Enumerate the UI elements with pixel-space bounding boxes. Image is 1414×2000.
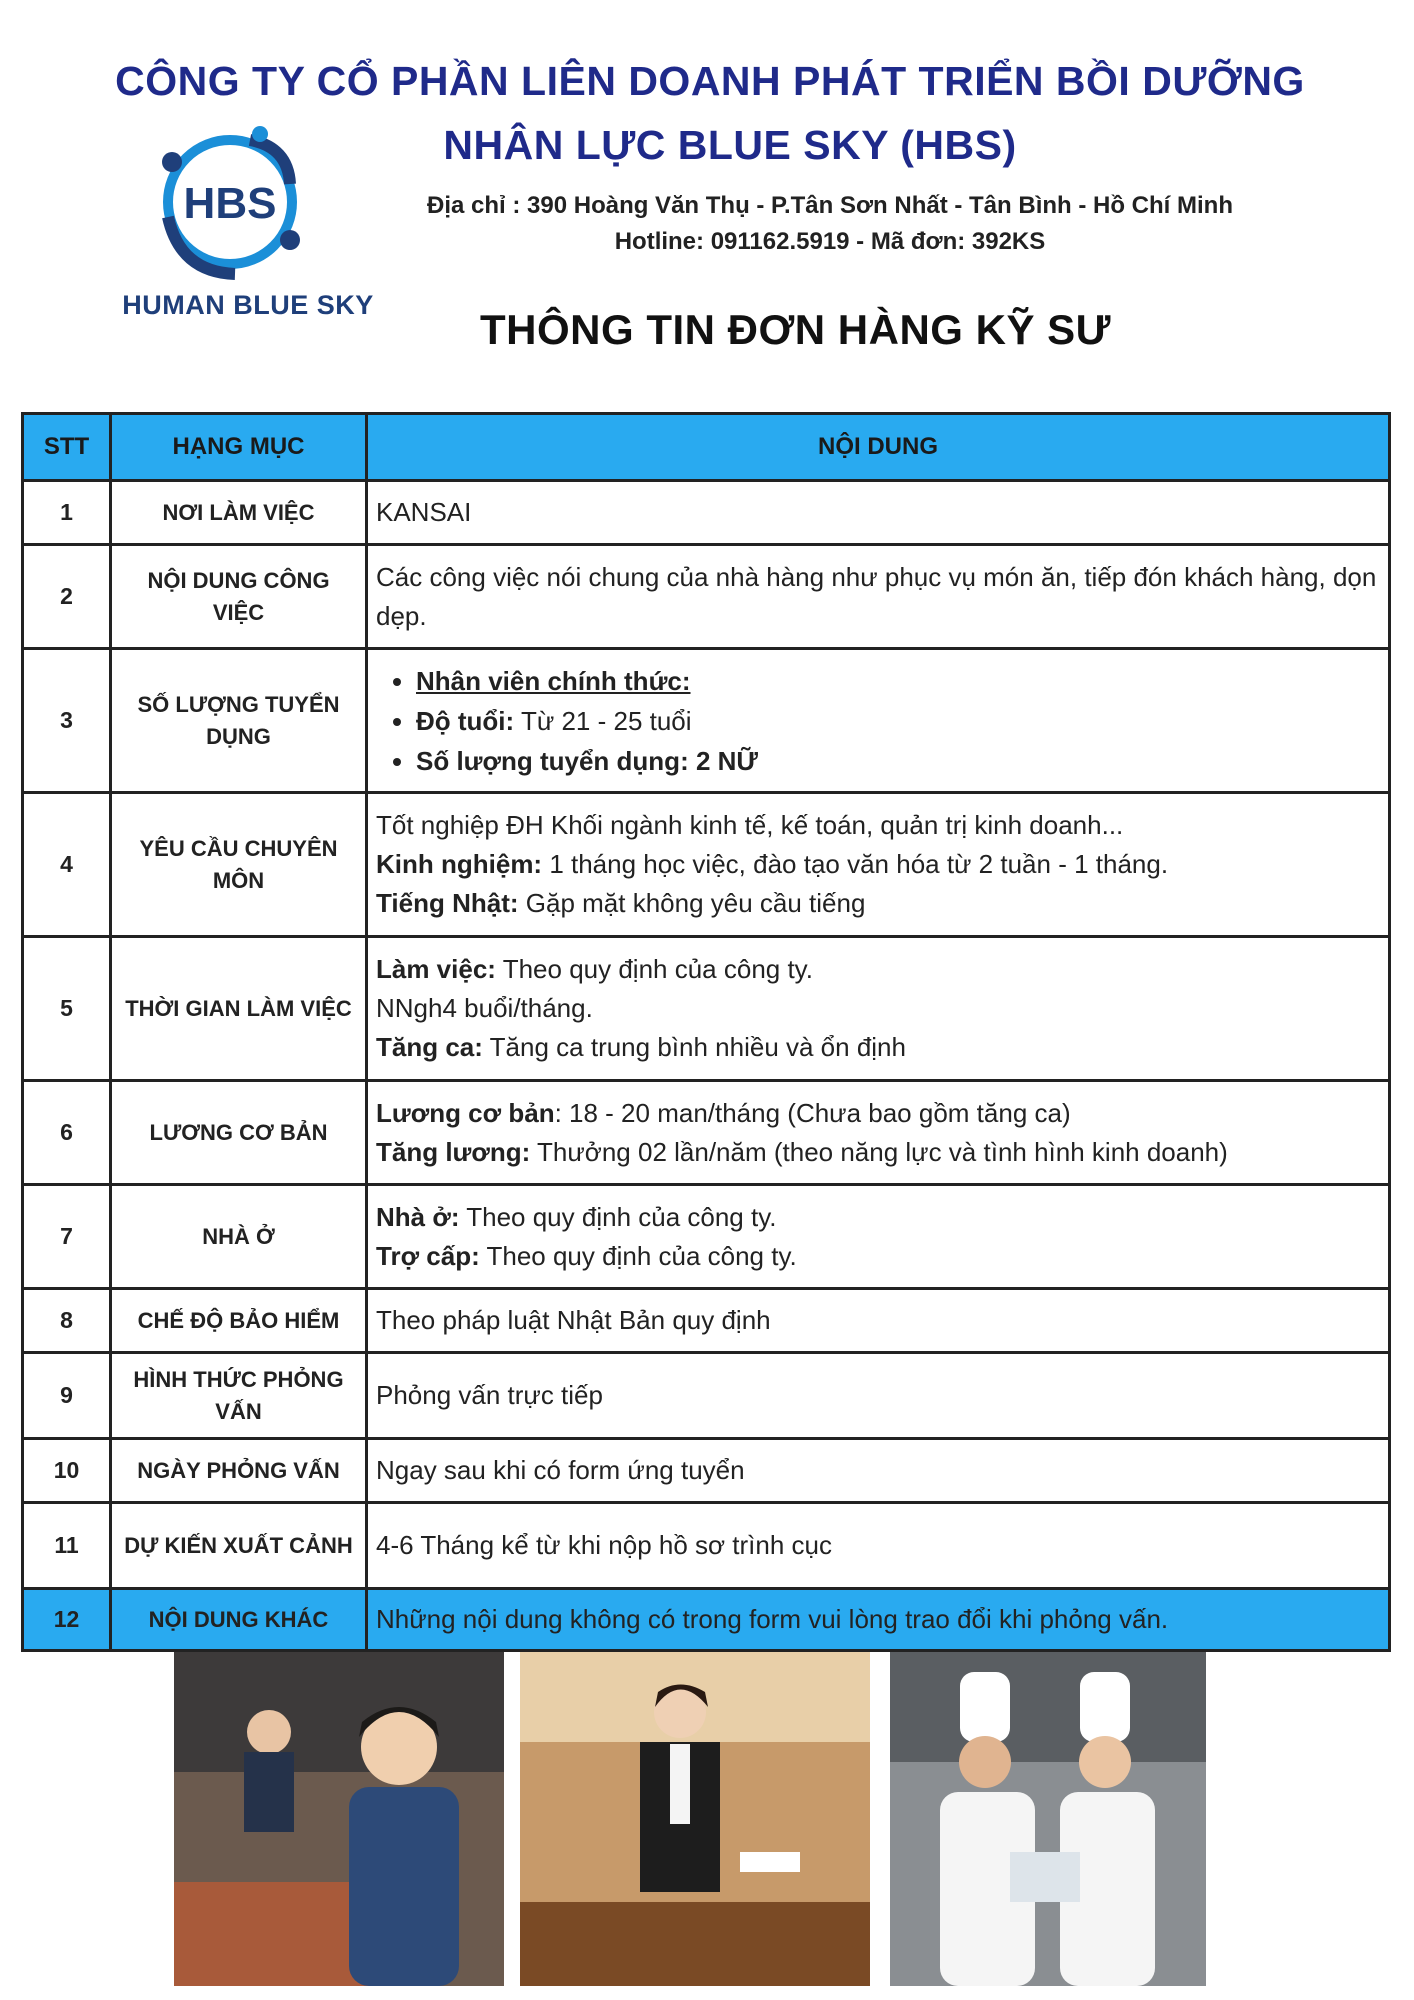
row-content: Các công việc nói chung của nhà hàng như phục vụ món ăn, tiếp đón khách hàng, dọn dẹp.	[367, 545, 1390, 649]
row-stt: 5	[23, 937, 111, 1081]
header-content: NỘI DUNG	[367, 414, 1390, 481]
row-content: 4-6 Tháng kể từ khi nộp hồ sơ trình cục	[367, 1503, 1390, 1589]
table-header-row	[23, 414, 1390, 481]
recruit-type: Nhân viên chính thức:	[416, 665, 691, 696]
japanese-label: Tiếng Nhật:	[376, 888, 519, 918]
raise-label: Tăng lương:	[376, 1136, 531, 1167]
row-category: LƯƠNG CƠ BẢN	[111, 1081, 367, 1185]
company-name-line1: CÔNG TY CỔ PHẦN LIÊN DOANH PHÁT TRIỂN BỒI DƯỠNG	[115, 58, 1305, 104]
company-name-line2: NHÂN LỰC BLUE SKY (HBS)	[443, 122, 1017, 168]
row-category: DỰ KIẾN XUẤT CẢNH	[111, 1503, 367, 1589]
raise-value: Thưởng 02 lần/năm (theo năng lực và tình hình kinh doanh)	[530, 1136, 1228, 1167]
order-info-table	[21, 412, 1391, 1652]
chefs-photo	[890, 1652, 1206, 1986]
table-row	[23, 1589, 1390, 1651]
row-content: Phỏng vấn trực tiếp	[367, 1353, 1390, 1439]
row-category: NGÀY PHỎNG VẤN	[111, 1439, 367, 1503]
row-content: Theo pháp luật Nhật Bản quy định	[367, 1289, 1390, 1353]
row-stt: 2	[23, 545, 111, 649]
japanese-value: Gặp mặt không yêu cầu tiếng	[518, 888, 866, 918]
row-content	[367, 649, 1390, 793]
row-category: NƠI LÀM VIỆC	[111, 481, 367, 545]
education-line: Tốt nghiệp ĐH Khối ngành kinh tế, kế toán, quản trị kinh doanh...	[376, 810, 1124, 840]
header-stt: STT	[23, 414, 111, 481]
housing-label: Nhà ở:	[376, 1201, 460, 1232]
row-stt: 9	[23, 1353, 111, 1439]
salary-value: : 18 - 20 man/tháng (Chưa bao gồm tăng ca)	[554, 1097, 1071, 1128]
row-category: HÌNH THỨC PHỎNG VẤN	[111, 1353, 367, 1439]
hotline: Hotline: 091162.5919 - Mã đơn: 392KS	[614, 228, 1046, 255]
overtime-label: Tăng ca:	[376, 1032, 483, 1062]
row-category: NỘI DUNG CÔNG VIỆC	[111, 545, 367, 649]
row-content: Ngay sau khi có form ứng tuyển	[367, 1439, 1390, 1503]
row-stt: 1	[23, 481, 111, 545]
overtime-value: Tăng ca trung bình nhiều và ổn định	[482, 1032, 906, 1062]
table-row	[23, 1503, 1390, 1589]
row-stt: 7	[23, 1185, 111, 1289]
salary-label: Lương cơ bản	[376, 1097, 555, 1128]
row-content: Những nội dung không có trong form vui lòng trao đổi khi phỏng vấn.	[367, 1589, 1390, 1651]
table-row	[23, 1081, 1390, 1185]
row-content: KANSAI	[367, 481, 1390, 545]
company-address: Địa chỉ : 390 Hoàng Văn Thụ - P.Tân Sơn Nhất - Tân Bình - Hồ Chí Minh	[427, 192, 1233, 219]
housing-value: Theo quy định của công ty.	[459, 1201, 777, 1232]
table-row	[23, 649, 1390, 793]
row-stt: 12	[23, 1589, 111, 1651]
table-row	[23, 481, 1390, 545]
row-stt: 3	[23, 649, 111, 793]
allowance-value: Theo quy định của công ty.	[479, 1240, 797, 1271]
table-row	[23, 1353, 1390, 1439]
row-stt: 4	[23, 793, 111, 937]
row-stt: 8	[23, 1289, 111, 1353]
table-row	[23, 793, 1390, 937]
row-stt: 6	[23, 1081, 111, 1185]
row-stt: 11	[23, 1503, 111, 1589]
work-value: Theo quy định của công ty.	[495, 954, 813, 984]
work-label: Làm việc:	[376, 954, 496, 984]
row-content	[367, 937, 1390, 1081]
row-category: NỘI DUNG KHÁC	[111, 1589, 367, 1651]
row-content	[367, 793, 1390, 937]
row-content	[367, 1185, 1390, 1289]
document-title: THÔNG TIN ĐƠN HÀNG KỸ SƯ	[480, 306, 1112, 353]
row-category: THỜI GIAN LÀM VIỆC	[111, 937, 367, 1081]
logo-text: HUMAN BLUE SKY	[122, 290, 374, 320]
logo-mark: HBS	[183, 179, 277, 228]
table-row	[23, 1289, 1390, 1353]
table-row	[23, 1185, 1390, 1289]
age-label: Độ tuổi:	[416, 705, 515, 736]
row-category: CHẾ ĐỘ BẢO HIỂM	[111, 1289, 367, 1353]
experience-label: Kinh nghiệm:	[376, 849, 543, 879]
row-category: NHÀ Ở	[111, 1185, 367, 1289]
waitress-photo	[174, 1652, 504, 1986]
row-category: SỐ LƯỢNG TUYỂN DỤNG	[111, 649, 367, 793]
table-row	[23, 937, 1390, 1081]
days-off-line: NNgh4 buổi/tháng.	[376, 993, 593, 1023]
table-row	[23, 545, 1390, 649]
row-content	[367, 1081, 1390, 1185]
experience-value: 1 tháng học việc, đào tạo văn hóa từ 2 tuần - 1 tháng.	[542, 849, 1169, 879]
waiter-photo	[520, 1652, 870, 1986]
row-stt: 10	[23, 1439, 111, 1503]
table-row	[23, 1439, 1390, 1503]
header-category: HẠNG MỤC	[111, 414, 367, 481]
recruit-quantity: Số lượng tuyển dụng: 2 NỮ	[416, 745, 758, 776]
row-category: YÊU CẦU CHUYÊN MÔN	[111, 793, 367, 937]
allowance-label: Trợ cấp:	[376, 1240, 480, 1271]
age-value: Từ 21 - 25 tuổi	[514, 705, 692, 736]
